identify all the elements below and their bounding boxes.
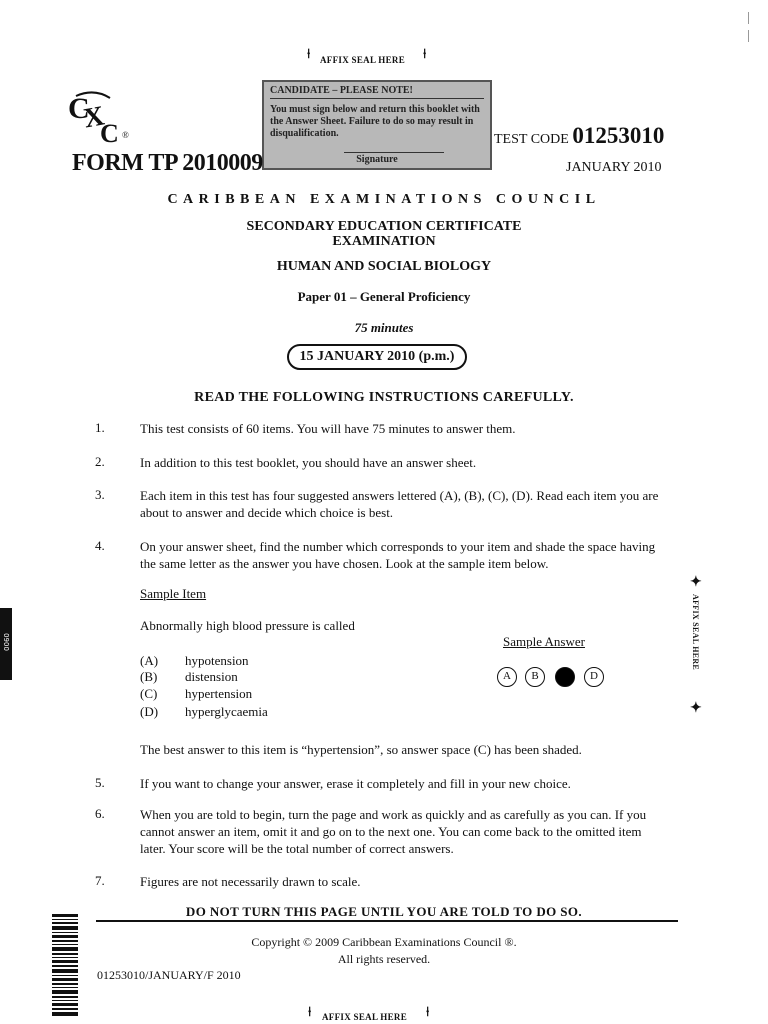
instruction-item: When you are told to begin, turn the page and work as quickly and as carefully as you can. If you cannot answer an item, omit it and go on to the next one. You can come back to the omitted item later. Your score will be the total number of correct answers. <box>140 807 647 856</box>
side-tab <box>0 608 12 680</box>
item-number: 2. <box>95 454 105 469</box>
svg-text:C: C <box>68 92 90 125</box>
test-code <box>494 123 664 149</box>
certificate-line-2: EXAMINATION <box>332 234 436 249</box>
edge-mark <box>748 30 749 42</box>
council-name: CARIBBEAN EXAMINATIONS COUNCIL <box>167 192 601 207</box>
form-id: FORM TP 2010009 <box>72 150 263 176</box>
instructions-heading: READ THE FOLLOWING INSTRUCTIONS CAREFULLY. <box>194 390 574 405</box>
certificate-title <box>0 219 768 249</box>
test-code-label: TEST CODE <box>494 132 569 147</box>
option-letter: (B) <box>140 669 158 684</box>
copyright <box>0 934 768 968</box>
item-number: 7. <box>95 873 105 888</box>
pin-icon: ⍿ <box>307 46 311 61</box>
option-letter: (C) <box>140 686 158 701</box>
sample-answer-heading: Sample Answer <box>503 634 585 649</box>
sample-item-heading: Sample Item <box>140 586 207 601</box>
exam-date: 15 JANUARY 2010 (p.m.) <box>287 344 467 370</box>
item-number: 1. <box>95 420 105 435</box>
pin-icon: ⍿ <box>423 46 427 61</box>
edge-mark <box>748 12 749 24</box>
signature-line <box>344 152 444 153</box>
barcode <box>52 914 78 1018</box>
option-letter: (A) <box>140 653 159 668</box>
footer-code: 01253010/JANUARY/F 2010 <box>97 968 241 982</box>
answer-bubble-c-shaded <box>555 667 575 687</box>
pin-icon: ✦ <box>690 575 702 590</box>
certificate-line-1: SECONDARY EDUCATION CERTIFICATE <box>246 219 522 234</box>
answer-bubble-d: D <box>584 667 604 687</box>
option-text: distension <box>185 669 238 684</box>
notice-signature-label: Signature <box>356 154 398 165</box>
instruction-item: If you want to change your answer, erase it completely and fill in your new choice. <box>140 776 571 791</box>
notice-body: You must sign below and return this booklet with the Answer Sheet. Failure to do so may result in disqualification. <box>270 104 480 139</box>
option-text: hypotension <box>185 653 249 668</box>
duration: 75 minutes <box>354 320 414 335</box>
option-text: hypertension <box>185 686 253 701</box>
item-number: 3. <box>95 487 105 502</box>
item-number: 5. <box>95 775 105 790</box>
test-code-number: 01253010 <box>572 123 665 148</box>
svg-text:X: X <box>81 100 107 135</box>
instruction-item: In addition to this test booklet, you should have an answer sheet. <box>140 455 477 470</box>
sample-question: Abnormally high blood pressure is called <box>140 618 355 633</box>
answer-bubble-a: A <box>497 667 517 687</box>
cxc-logo <box>66 88 130 146</box>
pin-icon: ⍿ <box>426 1004 430 1019</box>
registered-mark: ® <box>122 130 129 140</box>
pin-icon: ⍿ <box>308 1004 312 1019</box>
instruction-item: Each item in this test has four suggested answers lettered (A), (B), (C), (D). Read each item you are about to answer and decide which choice is best. <box>140 488 659 520</box>
affix-seal-bottom: AFFIX SEAL HERE <box>322 1012 408 1022</box>
rights-line: All rights reserved. <box>337 952 431 966</box>
pin-icon: ✦ <box>690 701 702 716</box>
exam-session: JANUARY 2010 <box>566 160 662 175</box>
item-number: 4. <box>95 538 105 553</box>
option-letter: (D) <box>140 704 159 719</box>
paper-title: Paper 01 – General Proficiency <box>297 289 471 304</box>
instruction-item: This test consists of 60 items. You will have 75 minutes to answer them. <box>140 421 516 436</box>
instruction-item: On your answer sheet, find the number which corresponds to your item and shade the space having the same letter as the answer you have chosen. Look at the sample item below. <box>140 539 656 571</box>
svg-text:C: C <box>100 119 119 146</box>
side-tab-label: 0900 <box>2 633 10 651</box>
affix-seal-side: AFFIX SEAL HERE <box>691 594 700 671</box>
affix-seal-top: AFFIX SEAL HERE <box>320 55 406 65</box>
instruction-item: Figures are not necessarily drawn to scale. <box>140 874 361 889</box>
copyright-line: Copyright © 2009 Caribbean Examinations Council ®. <box>251 935 517 949</box>
item-number: 6. <box>95 806 105 821</box>
notice-title: CANDIDATE – PLEASE NOTE! <box>270 85 484 99</box>
option-text: hyperglycaemia <box>185 704 268 719</box>
answer-bubble-b: B <box>525 667 545 687</box>
subject-title: HUMAN AND SOCIAL BIOLOGY <box>276 259 492 274</box>
do-not-turn-warning: DO NOT TURN THIS PAGE UNTIL YOU ARE TOLD TO DO SO. <box>185 904 583 919</box>
footer-rule <box>96 920 678 922</box>
sample-explanation: The best answer to this item is “hypertension”, so answer space (C) has been shaded. <box>140 742 582 757</box>
candidate-notice-box <box>262 80 492 170</box>
